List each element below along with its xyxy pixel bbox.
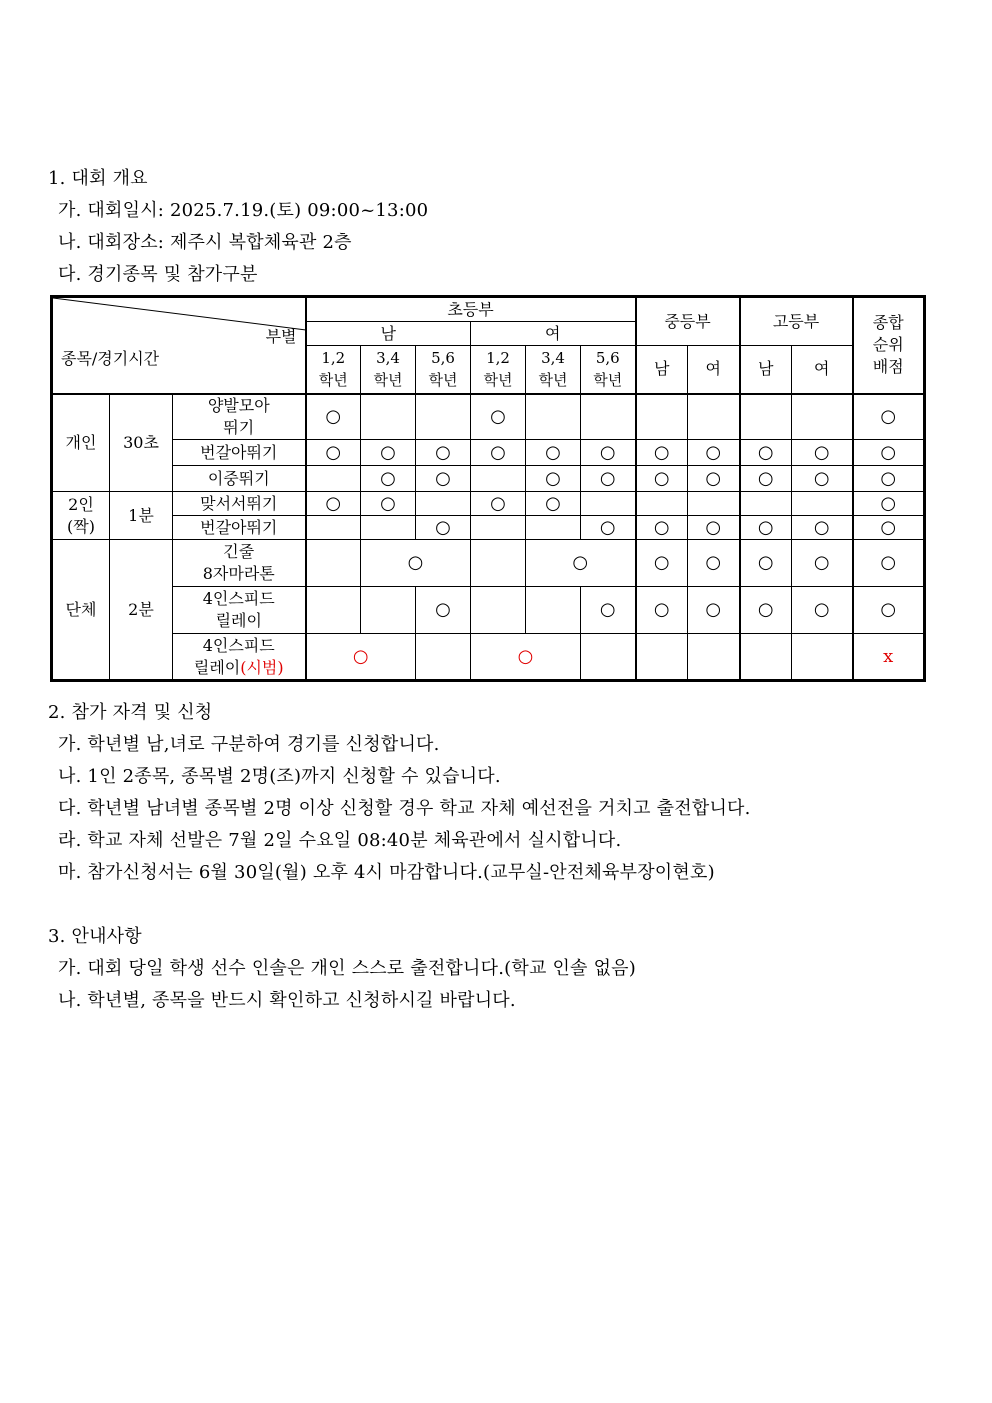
circle-mark: ○ <box>792 540 853 587</box>
event-date: 가. 대회일시: 2025.7.19.(토) 09:00~13:00 <box>58 200 429 221</box>
high-female-header: 여 <box>792 346 853 394</box>
event-name-demo <box>173 634 306 680</box>
circle-mark: ○ <box>853 540 924 587</box>
middle-male-header: 남 <box>636 346 688 394</box>
circle-mark: ○ <box>636 516 688 540</box>
circle-mark: ○ <box>416 466 471 492</box>
circle-mark: ○ <box>581 587 636 634</box>
circle-mark: ○ <box>792 587 853 634</box>
grade-header: 5,6 학년 <box>581 346 636 394</box>
circle-mark: ○ <box>740 516 792 540</box>
events-title: 다. 경기종목 및 참가구분 <box>58 264 258 285</box>
circle-mark: ○ <box>688 516 740 540</box>
circle-mark: ○ <box>416 516 471 540</box>
circle-mark: ○ <box>361 492 416 516</box>
circle-mark-red: ○ <box>306 634 416 680</box>
corner-event-label: 종목/경기시간 <box>61 349 160 368</box>
circle-mark: ○ <box>581 466 636 492</box>
circle-mark: ○ <box>853 492 924 516</box>
section2-item: 가. 학년별 남,녀로 구분하여 경기를 신청합니다. <box>58 734 440 755</box>
circle-mark: ○ <box>526 540 636 587</box>
corner-cell <box>53 298 306 394</box>
circle-mark: ○ <box>740 540 792 587</box>
circle-mark: ○ <box>361 440 416 466</box>
time-individual: 30초 <box>110 394 173 492</box>
event-name: 4인스피드 릴레이 <box>193 635 275 677</box>
event-name: 긴줄 8자마라톤 <box>173 540 306 587</box>
circle-mark: ○ <box>792 466 853 492</box>
circle-mark: ○ <box>636 440 688 466</box>
demo-label: (시범) <box>240 657 284 677</box>
group-individual: 개인 <box>53 394 110 492</box>
high-header: 고등부 <box>740 298 853 346</box>
event-venue: 나. 대회장소: 제주시 복합체육관 2층 <box>58 232 352 253</box>
grade-header: 5,6 학년 <box>416 346 471 394</box>
overall-label: 종합 순위 배점 <box>872 313 904 377</box>
section3-item: 나. 학년별, 종목을 반드시 확인하고 신청하시길 바랍니다. <box>58 990 516 1011</box>
circle-mark-red: ○ <box>471 634 581 680</box>
section3-heading: 3. 안내사항 <box>48 926 142 947</box>
circle-mark: ○ <box>636 540 688 587</box>
circle-mark: ○ <box>361 466 416 492</box>
high-male-header: 남 <box>740 346 792 394</box>
circle-mark: ○ <box>526 440 581 466</box>
circle-mark: ○ <box>581 440 636 466</box>
circle-mark: ○ <box>416 440 471 466</box>
grade-header: 1,2 학년 <box>306 346 361 394</box>
overall-header <box>853 298 924 394</box>
time-pair: 1분 <box>110 492 173 540</box>
middle-header: 중등부 <box>636 298 740 346</box>
event-name: 양발모아 뛰기 <box>173 394 306 440</box>
corner-division-label: 부별 <box>265 327 297 346</box>
x-mark: x <box>853 634 924 680</box>
circle-mark: ○ <box>688 587 740 634</box>
circle-mark: ○ <box>740 440 792 466</box>
grade-header: 3,4 학년 <box>526 346 581 394</box>
circle-mark: ○ <box>306 492 361 516</box>
section2-heading: 2. 참가 자격 및 신청 <box>48 702 213 723</box>
circle-mark: ○ <box>526 492 581 516</box>
grade-header: 1,2 학년 <box>471 346 526 394</box>
section2-item: 나. 1인 2종목, 종목별 2명(조)까지 신청할 수 있습니다. <box>58 766 501 787</box>
section3-item: 가. 대회 당일 학생 선수 인솔은 개인 스스로 출전합니다.(학교 인솔 없음) <box>58 958 636 979</box>
group-pair: 2인 (짝) <box>53 492 110 540</box>
circle-mark: ○ <box>306 440 361 466</box>
circle-mark: ○ <box>361 540 471 587</box>
circle-mark: ○ <box>688 440 740 466</box>
grade-header: 3,4 학년 <box>361 346 416 394</box>
circle-mark: ○ <box>471 492 526 516</box>
event-name: 번갈아뛰기 <box>173 516 306 540</box>
event-name: 4인스피드 릴레이 <box>173 587 306 634</box>
circle-mark: ○ <box>792 440 853 466</box>
section2-item: 라. 학교 자체 선발은 7월 2일 수요일 08:40분 체육관에서 실시합니다. <box>58 830 622 851</box>
circle-mark: ○ <box>853 394 924 440</box>
section2-item: 다. 학년별 남녀별 종목별 2명 이상 신청할 경우 학교 자체 예선전을 거치고 출전합니다. <box>58 798 751 819</box>
group-team: 단체 <box>53 540 110 680</box>
elem-female-header: 여 <box>471 322 636 346</box>
circle-mark: ○ <box>740 466 792 492</box>
circle-mark: ○ <box>792 516 853 540</box>
section2-item: 마. 참가신청서는 6월 30일(월) 오후 4시 마감합니다.(교무실-안전체육부장이현호) <box>58 862 715 883</box>
circle-mark: ○ <box>853 466 924 492</box>
circle-mark: ○ <box>853 516 924 540</box>
circle-mark: ○ <box>740 587 792 634</box>
circle-mark: ○ <box>581 516 636 540</box>
circle-mark: ○ <box>636 466 688 492</box>
circle-mark: ○ <box>306 394 361 440</box>
circle-mark: ○ <box>853 587 924 634</box>
circle-mark: ○ <box>471 440 526 466</box>
section1-heading: 1. 대회 개요 <box>48 168 148 189</box>
events-table <box>52 297 924 680</box>
circle-mark: ○ <box>688 540 740 587</box>
circle-mark: ○ <box>636 587 688 634</box>
event-name: 맞서서뛰기 <box>173 492 306 516</box>
circle-mark: ○ <box>688 466 740 492</box>
elem-male-header: 남 <box>306 322 471 346</box>
circle-mark: ○ <box>416 587 471 634</box>
middle-female-header: 여 <box>688 346 740 394</box>
circle-mark: ○ <box>853 440 924 466</box>
circle-mark: ○ <box>471 394 526 440</box>
time-team: 2분 <box>110 540 173 680</box>
event-name: 번갈아뛰기 <box>173 440 306 466</box>
circle-mark: ○ <box>526 466 581 492</box>
event-name: 이중뛰기 <box>173 466 306 492</box>
elementary-header: 초등부 <box>306 298 636 322</box>
